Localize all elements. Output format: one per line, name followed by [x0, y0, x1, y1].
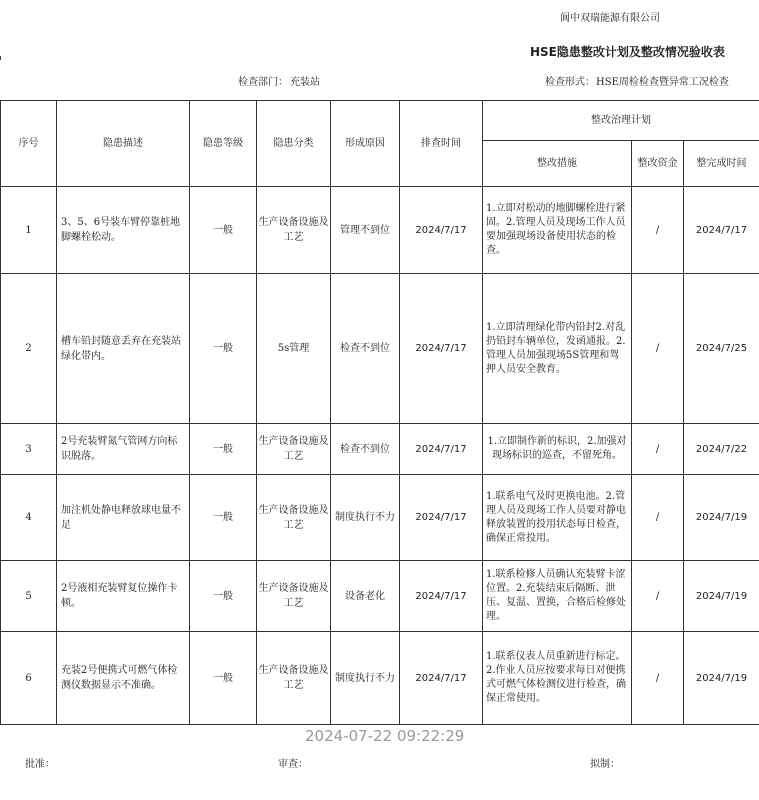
review-label: 审查： — [278, 759, 308, 770]
row-level: 一般 — [190, 561, 257, 632]
col-level-header: 隐患等级 — [190, 101, 257, 187]
hazard-table — [0, 100, 759, 725]
row-check-time: 2024/7/17 — [400, 475, 483, 561]
row-level: 一般 — [190, 632, 257, 725]
row-deadline: 2024/7/19 — [684, 475, 759, 561]
row-category: 生产设备设施及工艺 — [257, 475, 331, 561]
col-seq-header: 序号 — [1, 101, 57, 187]
col-funds-header: 整改资金 — [632, 141, 684, 187]
row-seq: 5 — [1, 561, 57, 632]
row-desc: 2号充装臂氮气管网方向标识脱落。 — [57, 424, 190, 475]
header-row-1 — [1, 101, 759, 141]
row-funds: / — [632, 274, 684, 424]
page-title: HSE隐患整改计划及整改情况验收表 — [530, 45, 725, 59]
table-row — [1, 475, 759, 561]
approve-label: 批准： — [25, 759, 55, 770]
row-cause: 制度执行不力 — [331, 475, 400, 561]
row-funds: / — [632, 187, 684, 274]
table-row — [1, 424, 759, 475]
row-cause: 管理不到位 — [331, 187, 400, 274]
row-cause: 制度执行不力 — [331, 632, 400, 725]
row-desc: 3、5、6号装车臂停靠桩地脚螺栓松动。 — [57, 187, 190, 274]
col-measures-header: 整改措施 — [483, 141, 632, 187]
row-deadline: 2024/7/19 — [684, 632, 759, 725]
row-measures: 1.联系仪表人员重新进行标定。2.作业人员应按要求每日对便携式可燃气体检测仪进行检查，确保正常使用。 — [483, 632, 632, 725]
row-desc: 2号液相充装臂复位操作卡顿。 — [57, 561, 190, 632]
col-desc-header: 隐患描述 — [57, 101, 190, 187]
row-check-time: 2024/7/17 — [400, 274, 483, 424]
row-seq: 2 — [1, 274, 57, 424]
row-check-time: 2024/7/17 — [400, 632, 483, 725]
row-measures: 1.立即清理绿化带内铅封2.对乱扔铅封车辆单位，发函通报。2.管理人员加强现场5S管理和驾押人员安全教育。 — [483, 274, 632, 424]
row-desc: 充装2号便携式可燃气体检测仪数据显示不准确。 — [57, 632, 190, 725]
table-row — [1, 274, 759, 424]
timestamp-watermark: 2024-07-22 09:22:29 — [305, 727, 465, 745]
row-measures: 1.立即制作新的标识，2.加强对现场标识的巡查，不留死角。 — [483, 424, 632, 475]
table-row — [1, 187, 759, 274]
row-funds: / — [632, 632, 684, 725]
table-row — [1, 632, 759, 725]
margin-tick — [0, 56, 1, 60]
inspection-form-value: HSE周检检查暨异常工况检查 — [596, 77, 729, 88]
row-funds: / — [632, 561, 684, 632]
row-level: 一般 — [190, 274, 257, 424]
row-cause: 检查不到位 — [331, 424, 400, 475]
row-deadline: 2024/7/25 — [684, 274, 759, 424]
row-desc: 加注机处静电释放球电量不足 — [57, 475, 190, 561]
row-deadline: 2024/7/17 — [684, 187, 759, 274]
col-check-time-header: 排查时间 — [400, 101, 483, 187]
row-check-time: 2024/7/17 — [400, 424, 483, 475]
row-funds: / — [632, 424, 684, 475]
row-check-time: 2024/7/17 — [400, 561, 483, 632]
row-measures: 1.联系检修人员确认充装臂卡涩位置。2.充装结束后隔断、泄压、复温、置换，合格后检修处理。 — [483, 561, 632, 632]
row-seq: 4 — [1, 475, 57, 561]
row-category: 生产设备设施及工艺 — [257, 561, 331, 632]
row-deadline: 2024/7/19 — [684, 561, 759, 632]
col-cause-header: 形成原因 — [331, 101, 400, 187]
row-cause: 检查不到位 — [331, 274, 400, 424]
row-category: 5s管理 — [257, 274, 331, 424]
inspection-form-label: 检查形式： — [545, 77, 595, 88]
draft-label: 拟制： — [590, 759, 620, 770]
row-category: 生产设备设施及工艺 — [257, 632, 331, 725]
row-measures: 1.立即对松动的地脚螺栓进行紧固。2.管理人员及现场工作人员要加强现场设备使用状态的检查。 — [483, 187, 632, 274]
plan-group-header: 整改治理计划 — [483, 101, 759, 141]
row-funds: / — [632, 475, 684, 561]
row-seq: 6 — [1, 632, 57, 725]
row-category: 生产设备设施及工艺 — [257, 424, 331, 475]
row-measures: 1.联系电气及时更换电池。2.管理人员及现场工作人员要对静电释放装置的投用状态每日检查，确保正常投用。 — [483, 475, 632, 561]
row-desc: 槽车铅封随意丢弃在充装站绿化带内。 — [57, 274, 190, 424]
row-category: 生产设备设施及工艺 — [257, 187, 331, 274]
col-deadline-header: 整完成时间 — [684, 141, 759, 187]
dept-value: 充装站 — [290, 77, 320, 88]
row-deadline: 2024/7/22 — [684, 424, 759, 475]
row-seq: 1 — [1, 187, 57, 274]
company-name: 阆中双瑞能源有限公司 — [560, 13, 660, 24]
row-seq: 3 — [1, 424, 57, 475]
row-cause: 设备老化 — [331, 561, 400, 632]
row-check-time: 2024/7/17 — [400, 187, 483, 274]
dept-label: 检查部门： — [238, 77, 288, 88]
col-category-header: 隐患分类 — [257, 101, 331, 187]
table-row — [1, 561, 759, 632]
row-level: 一般 — [190, 187, 257, 274]
row-level: 一般 — [190, 475, 257, 561]
row-level: 一般 — [190, 424, 257, 475]
